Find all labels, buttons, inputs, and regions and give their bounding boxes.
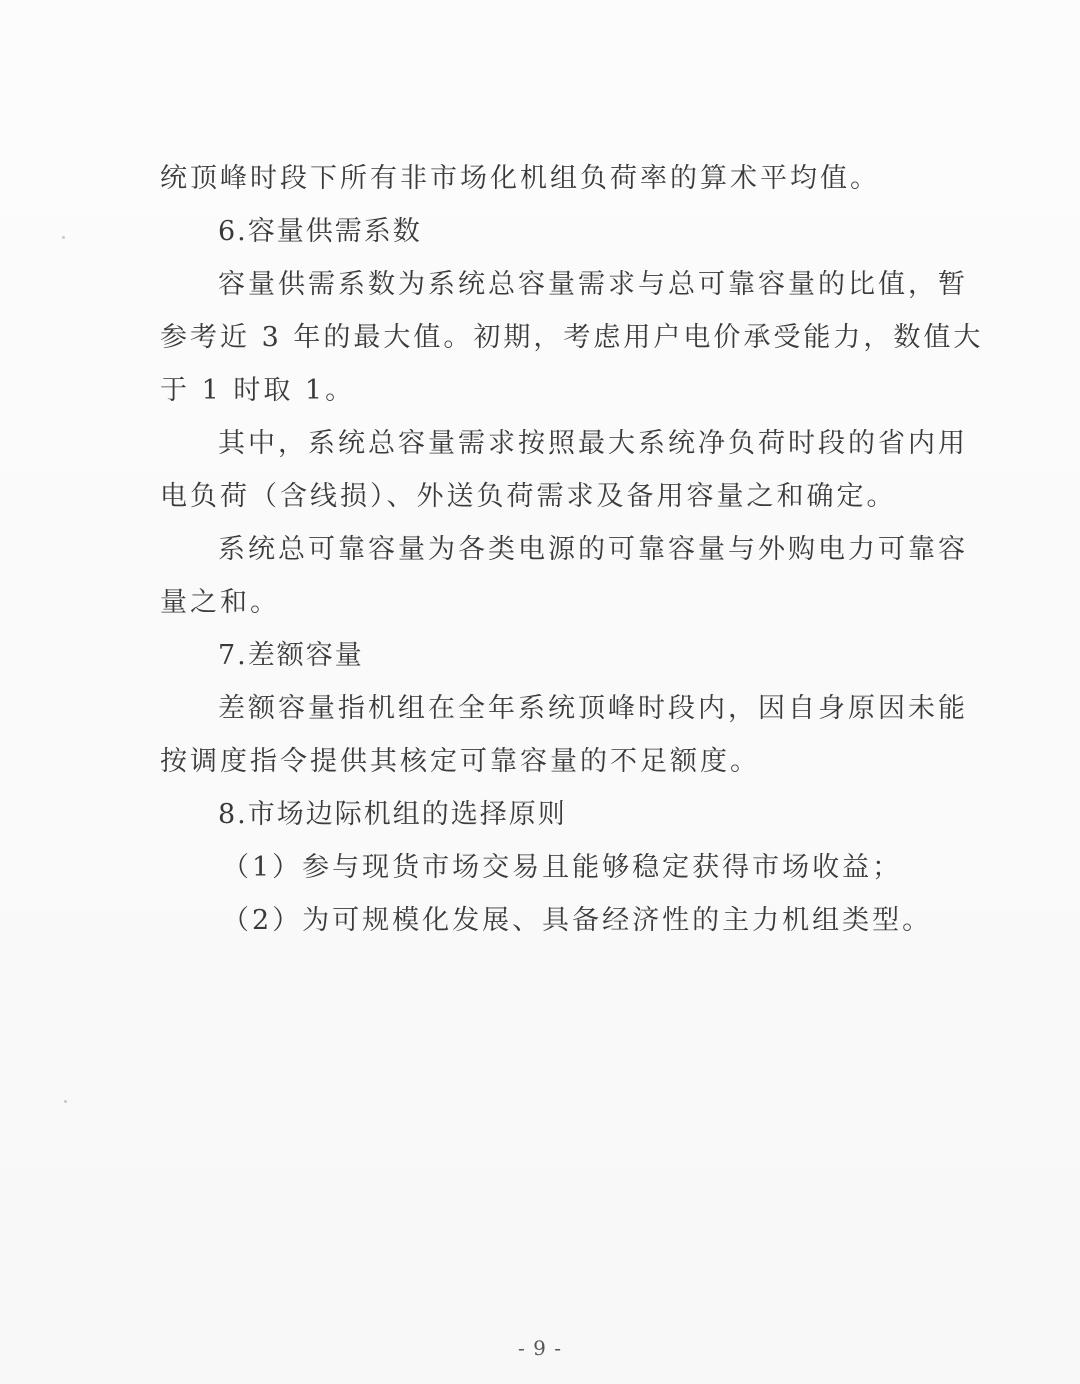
paragraph-line: 量之和。	[160, 587, 280, 618]
page-number: - 9 -	[518, 1336, 562, 1360]
paragraph-line: 系统总可靠容量为各类电源的可靠容量与外购电力可靠容	[218, 534, 968, 565]
paragraph-line: 电负荷（含线损）、外送负荷需求及备用容量之和确定。	[160, 481, 897, 512]
paragraph-line: 差额容量指机组在全年系统顶峰时段内，因自身原因未能	[218, 693, 968, 724]
document-body	[160, 152, 984, 947]
paragraph-line: 其中，系统总容量需求按照最大系统净负荷时段的省内用	[218, 428, 968, 459]
paragraph-line: 参考近 3 年的最大值。初期，考虑用户电价承受能力，数值大	[160, 322, 984, 353]
list-item: （1）参与现货市场交易且能够稳定获得市场收益；	[222, 852, 903, 883]
section-heading-7: 7.差额容量	[218, 640, 364, 671]
scan-speck	[62, 236, 65, 239]
paragraph-continuation: 统顶峰时段下所有非市场化机组负荷率的算术平均值。	[160, 163, 880, 194]
section-heading-8: 8.市场边际机组的选择原则	[218, 799, 567, 830]
list-item: （2）为可规模化发展、具备经济性的主力机组类型。	[222, 905, 933, 936]
paragraph-line: 容量供需系数为系统总容量需求与总可靠容量的比值，暂	[218, 269, 968, 300]
scan-speck	[64, 1100, 67, 1103]
paragraph-line: 按调度指令提供其核定可靠容量的不足额度。	[160, 746, 760, 777]
section-heading-6: 6.容量供需系数	[218, 216, 422, 247]
paragraph-line: 于 1 时取 1。	[160, 375, 356, 406]
